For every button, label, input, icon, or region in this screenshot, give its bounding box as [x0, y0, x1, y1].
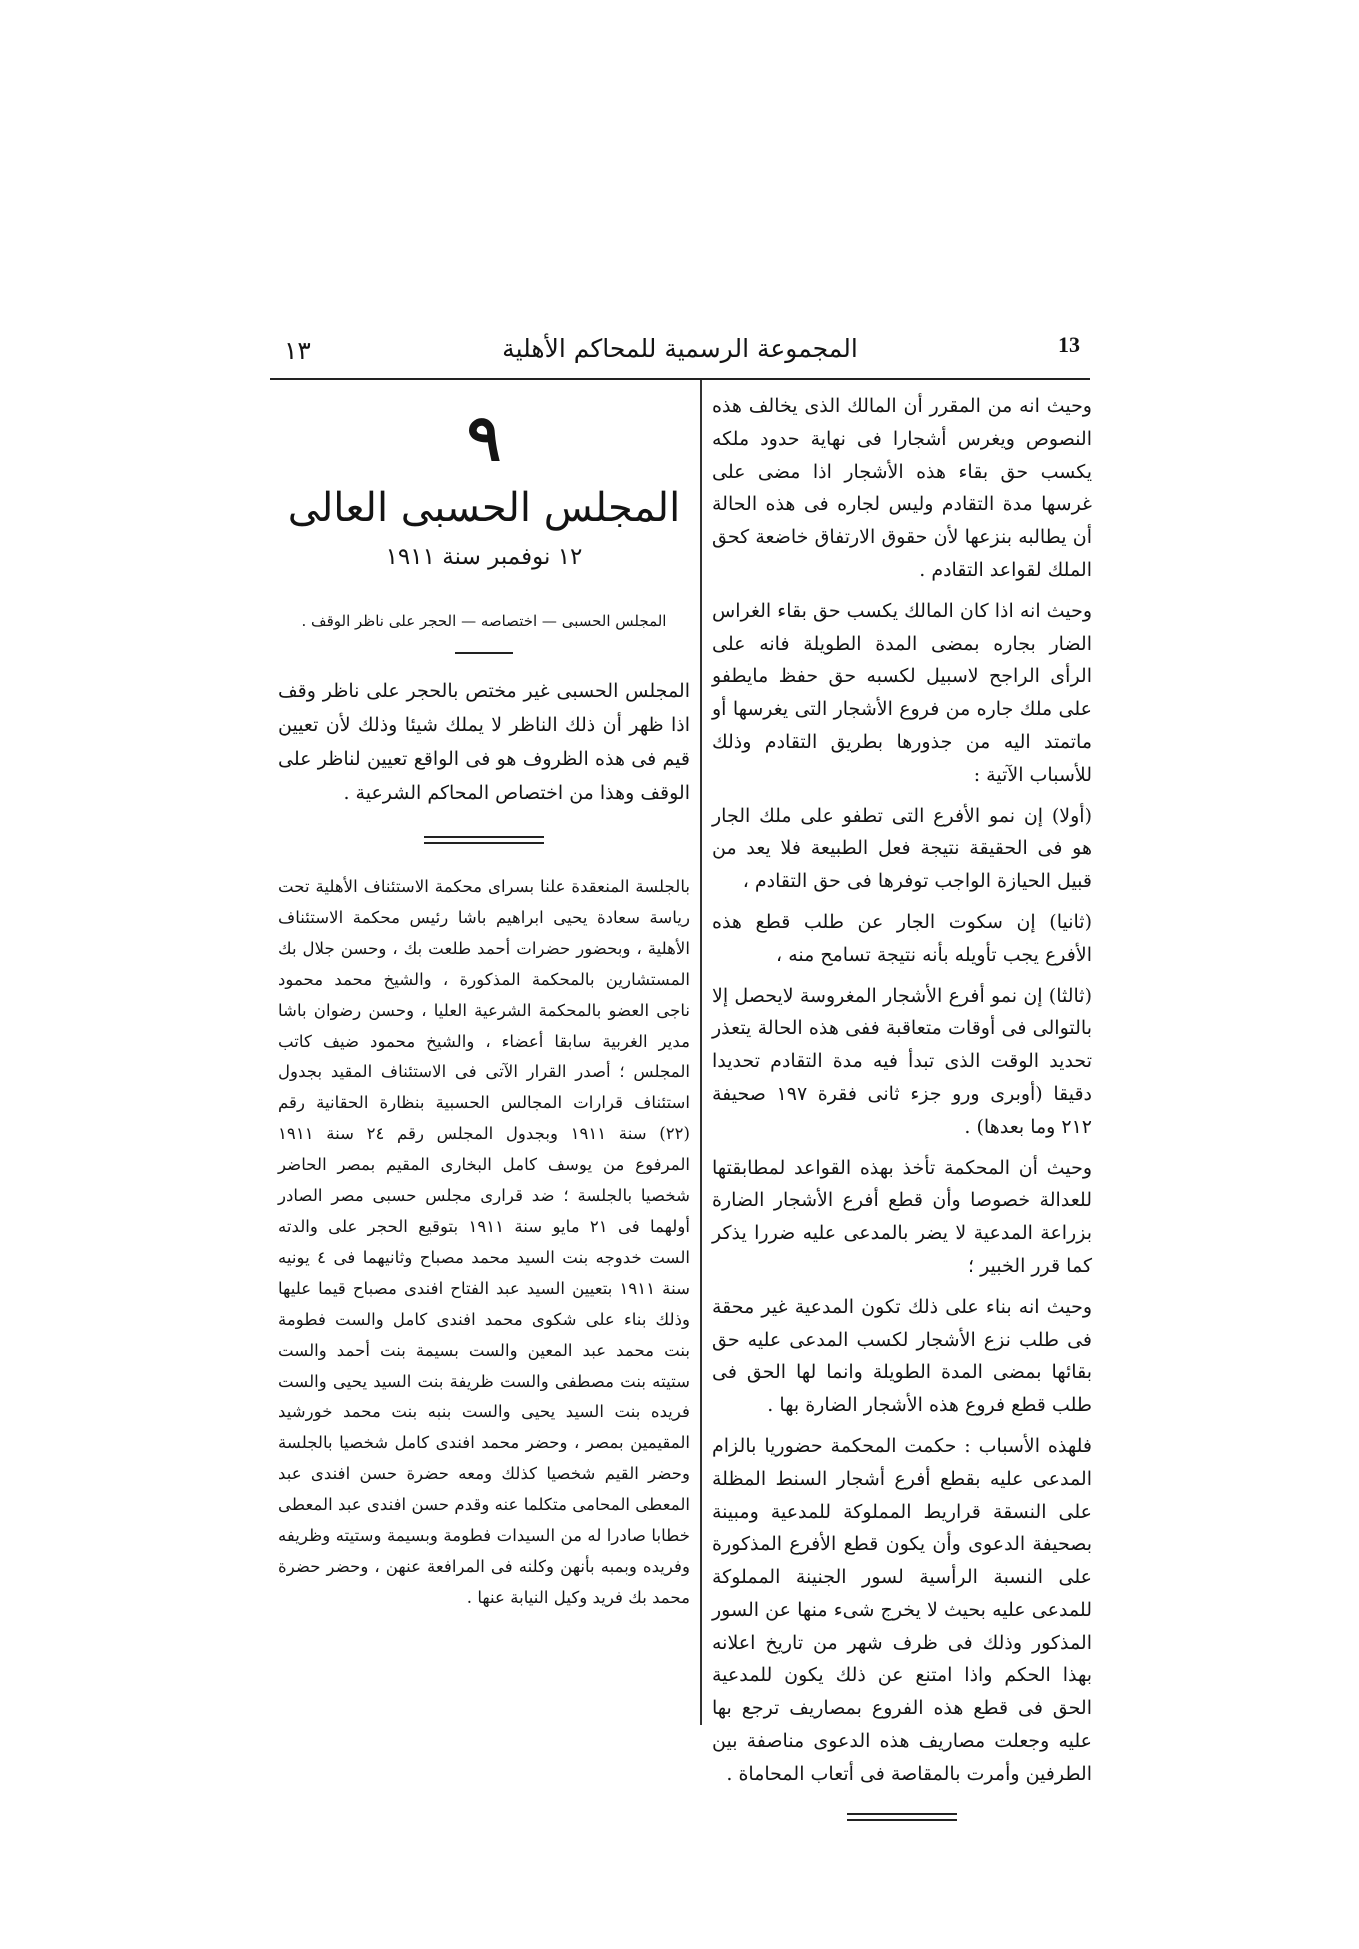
running-header	[270, 322, 1090, 378]
left-column	[278, 401, 690, 1614]
paragraph: (ثانيا) إن سكوت الجار عن طلب قطع هذه الأفرع يجب تأويله بأنه نتيجة تسامح منه ،	[712, 910, 1092, 966]
header-rule	[270, 378, 1090, 380]
paragraph: (ثالثا) إن نمو أفرع الأشجار المغروسة لايحصل إلا بالتوالى فى أوقات متعاقبة ففى هذه الحالة يتعذر تحديد الوقت الذى تبدأ فيه مدة التقادم تحديدا دقيقا (أوبرى ورو جزء ثانى فقرة ١٩٧ صحيفة ٢١٢ وما بعدها) .	[712, 984, 1093, 1138]
keywords: المجلس الحسبى — اختصاصه — الحجر على ناظر الوقف .	[301, 612, 667, 630]
page-number-arabic: ١٣	[284, 336, 311, 365]
right-column	[712, 390, 1092, 1825]
decision-date: ١٢ نوفمبر سنة ١٩١١	[385, 544, 583, 570]
paragraph: فلهذه الأسباب : حكمت المحكمة حضوريا بالزام المدعى عليه بقطع أفرع أشجار السنط المظلة على النسقة قراريط المملوكة للمدعية ومبينة بصحيفة الدعوى وأن يكون قطع الأفرع المذكورة على النسبة الرأسية لسور الجنينة المملوكة للمدعى عليه بحيث لا يخرج شىء منها عن السور المذكور وذلك فى ظرف شهر من تاريخ اعلانه بهذا الحكم واذا امتنع عن ذلك يكون للمدعية الحق فى قطع هذه الفروع بمصاريف ترجع بها عليه وجعلت مصاريف هذه الدعوى مناصفة بين الطرفين وأمرت بالمقاصة فى أتعاب المحاماة .	[712, 1434, 1092, 1785]
paragraph: وحيث انه اذا كان المالك يكسب حق بقاء الغراس الضار بجاره بمضى المدة الطويلة فانه على الرأى الراجح لاسبيل لكسبه حق حفظ مايطفو على ملك جاره من فروع الأشجار التى يغرسها أو ماتمتد اليه من جذورها بطريق التقادم وذلك للأسباب الآتية :	[712, 599, 1092, 786]
paragraph: وحيث انه من المقرر أن المالك الذى يخالف هذه النصوص ويغرس أشجارا فى نهاية حدود ملكه يكسب حق بقاء هذه الأشجار اذا مضى على غرسها مدة التقادم وليس لجاره فى هذه الحالة أن يطالبه بنزعها لأن حقوق الارتفاق خاضعة كحق الملك لقواعد التقادم .	[712, 395, 1092, 581]
session-text: بالجلسة المنعقدة علنا بسراى محكمة الاستئناف الأهلية تحت رياسة سعادة يحيى ابراهيم باشا رئيس محكمة الاستئناف الأهلية ، وبحضور حضرات أحمد طلعت بك ، وحسن جلال بك المستشارين بالمحكمة المذكورة ، والشيخ محمد محمود ناجى العضو بالمحكمة الشرعية العليا ، وحسن رضوان باشا مدير الغربية سابقا أعضاء ، والشيخ محمود ضيف كاتب المجلس ؛ أصدر القرار الآتى فى الاستئناف المقيد بجدول استئناف قرارات المجالس الحسبية بنظارة الحقانية رقم (٢٢) سنة ١٩١١ وبجدول المجلس رقم ٢٤ سنة ١٩١١ المرفوع من يوسف كامل البخارى المقيم بمصر الحاضر شخصيا بالجلسة ؛ ضد قرارى مجلس حسبى مصر الصادر أولهما فى ٢١ مايو سنة ١٩١١ بتوقيع الحجر على والدته الست خدوجه بنت السيد محمد مصباح وثانيهما فى ٤ يونيه سنة ١٩١١ بتعيين السيد عبد الفتاح افندى مصباح قيما عليها وذلك بناء على شكوى محمد افندى كامل والست فطومة بنت محمد عبد المعين والست بسيمة بنت أحمد والست ستيته بنت مصطفى والست ظريفة بنت السيد يحيى والست فريده بنت السيد يحيى والست بنبه بنت محمد خورشيد المقيمين بمصر ، وحضر محمد افندى كامل شخصيا بالجلسة وحضر القيم شخصيا كذلك ومعه حضرة حسن افندى عبد المعطى المحامى متكلما عنه وقدم حسن افندى عبد المعطى خطابا صادرا له من السيدات فطومة وبسيمة وستيته وظريفه وفريده وبمبه بأنهن وكلنه فى المرافعة عنهن ، وحضر حضرة محمد بك فريد وكيل النيابة عنها .	[278, 877, 690, 1607]
end-double-rule	[847, 1813, 957, 1821]
column-divider	[700, 380, 702, 1725]
running-title: المجموعة الرسمية للمحاكم الأهلية	[502, 334, 858, 363]
page-number-latin: 13	[1058, 332, 1080, 357]
paragraph: (أولا) إن نمو الأفرع التى تطفو على ملك الجار هو فى الحقيقة نتيجة فعل الطبيعة فلا يعد من قبيل الحيازة الواجب توفرها فى حق التقادم ،	[712, 804, 1092, 893]
paragraph: وحيث انه بناء على ذلك تكون المدعية غير محقة فى طلب نزع الأشجار لكسب المدعى عليه حق بقائها بمضى المدة الطويلة وانما لها الحق فى طلب قطع فروع هذه الأشجار الضارة بها .	[712, 1295, 1092, 1417]
case-number: ٩	[466, 401, 502, 476]
court-name: المجلس الحسبى العالى	[287, 485, 681, 531]
paragraph: وحيث أن المحكمة تأخذ بهذه القواعد لمطابقتها للعدالة خصوصا وأن قطع أفرع الأشجار الضارة بزراعة المدعية لا يضر بالمدعى عليه ضررا يذكر كما قرر الخبير ؛	[712, 1156, 1092, 1277]
headnote: المجلس الحسبى غير مختص بالحجر على ناظر وقف اذا ظهر أن ذلك الناظر لا يملك شيئا وذلك لأن تعيين قيم فى هذه الظروف هو فى الواقع تعيين لناظر على الوقف وهذا من اختصاص المحاكم الشرعية .	[278, 680, 690, 804]
section-double-rule	[424, 836, 544, 844]
short-rule	[455, 652, 513, 654]
